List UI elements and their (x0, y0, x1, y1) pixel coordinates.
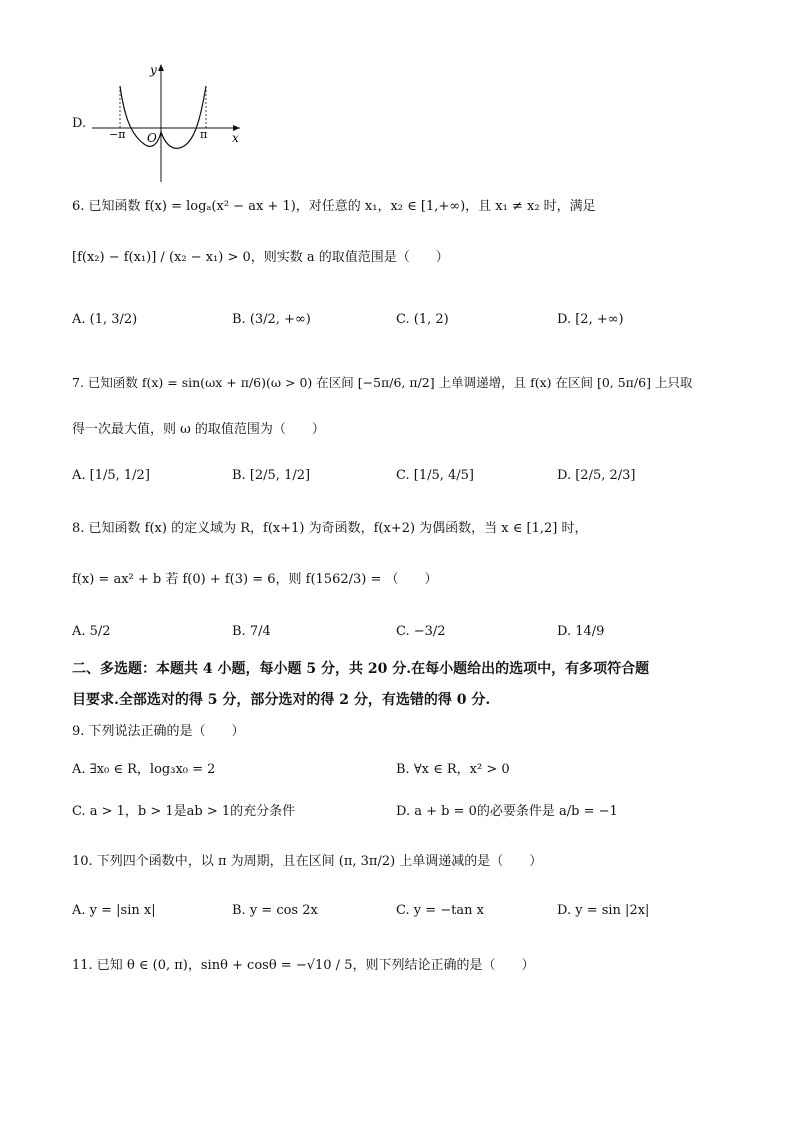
q10-option-a: A. y = |sin x| (72, 903, 156, 918)
left-tick-label: −π (109, 128, 126, 141)
q9-stem: 9. 下列说法正确的是（ ） (72, 724, 245, 739)
y-axis-label: y (150, 63, 157, 77)
x-axis-label: x (232, 131, 239, 145)
right-tick-label: π (200, 128, 208, 141)
section2-heading-line1: 二、多选题：本题共 4 小题，每小题 5 分，共 20 分.在每小题给出的选项中，有多项符合题 (72, 661, 650, 677)
q9-option-b: B. ∀x ∈ R，x² > 0 (396, 762, 510, 777)
q6-option-b: B. (3/2, +∞) (232, 312, 311, 327)
q8-option-d: D. 14/9 (557, 624, 605, 639)
q9-option-c: C. a > 1，b > 1是ab > 1的充分条件 (72, 804, 296, 819)
q5-option-d-label: D. (72, 116, 87, 131)
q7-option-b: B. [2/5, 1/2] (232, 468, 311, 483)
q7-option-c: C. [1/5, 4/5] (396, 468, 474, 483)
q8-option-a: A. 5/2 (72, 624, 111, 639)
q8-stem-continued: f(x) = ax² + b 若 f(0) + f(3) = 6，则 f(1562/3) = （ ） (72, 572, 438, 587)
q9-option-d: D. a + b = 0的必要条件是 a/b = −1 (396, 804, 618, 819)
q10-stem: 10. 下列四个函数中，以 π 为周期，且在区间 (π, 3π/2) 上单调递减的是（ ） (72, 854, 543, 869)
q10-option-b: B. y = cos 2x (232, 903, 318, 918)
q7-option-a: A. [1/5, 1/2] (72, 468, 150, 483)
origin-label: O (147, 131, 157, 145)
q10-option-c: C. y = −tan x (396, 903, 484, 918)
y-axis-arrow-icon (158, 64, 164, 71)
q6-stem: 6. 已知函数 f(x) = logₐ(x² − ax + 1)，对任意的 x₁，x₂ ∈ [1,+∞)，且 x₁ ≠ x₂ 时，满足 (72, 199, 596, 214)
q10-option-d: D. y = sin |2x| (557, 903, 650, 918)
q8-option-b: B. 7/4 (232, 624, 271, 639)
q6-condition: [f(x₂) − f(x₁)] / (x₂ − x₁) > 0，则实数 a 的取值范围是（ ） (72, 250, 449, 265)
q7-stem-continued: 得一次最大值，则 ω 的取值范围为（ ） (72, 422, 325, 437)
q7-stem: 7. 已知函数 f(x) = sin(ωx + π/6)(ω > 0) 在区间 [−5π/6, π/2] 上单调递增，且 f(x) 在区间 [0, 5π/6] 上只取 (72, 375, 693, 390)
q5-option-d-graph (92, 62, 252, 184)
q7-option-d: D. [2/5, 2/3] (557, 468, 636, 483)
q11-stem: 11. 已知 θ ∈ (0, π)，sinθ + cosθ = −√10 / 5，则下列结论正确的是（ ） (72, 958, 535, 973)
q6-option-a: A. (1, 3/2) (72, 312, 138, 327)
q8-stem: 8. 已知函数 f(x) 的定义域为 R，f(x+1) 为奇函数，f(x+2) 为偶函数，当 x ∈ [1,2] 时， (72, 521, 588, 536)
section2-heading-line2: 目要求.全部选对的得 5 分，部分选对的得 2 分，有选错的得 0 分. (72, 692, 491, 708)
q6-option-c: C. (1, 2) (396, 312, 449, 327)
q8-option-c: C. −3/2 (396, 624, 446, 639)
q6-option-d: D. [2, +∞) (557, 312, 624, 327)
function-curve (120, 86, 206, 148)
q9-option-a: A. ∃x₀ ∈ R，log₃x₀ = 2 (72, 762, 216, 777)
